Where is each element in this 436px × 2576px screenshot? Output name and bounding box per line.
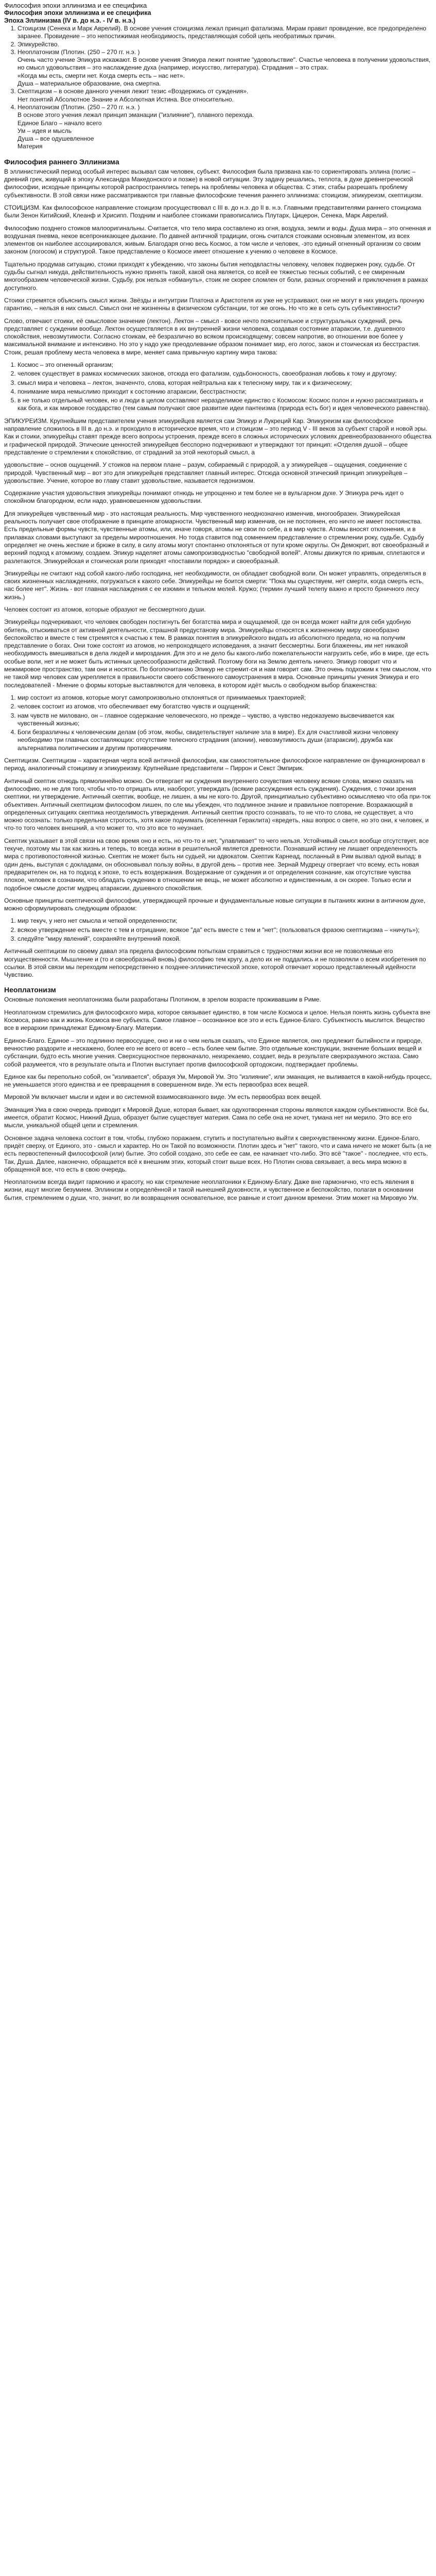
indented-line: В основе этого учения лежал принцип эманации ("излияние"), плавного перехода. (18, 111, 254, 119)
paragraph: Неоплатонизм стремились для философского мира, которое связывает единство, в том числе Космоса и целое. Нельзя понять жизнь субъекта вне Космоса, равно как и жизнь Космоса вне субъекта. Самое главное – осознанное все это и есть Единое-Благо. Субъектность мыслится. Вещество все в иерархии принадлежат Единому-Благу. Материи. (4, 1008, 431, 1032)
paragraph: Основные принципы скептической философии, утверждающей прочные и фундаментальные новые ситуации в пытаниях жизни в античном духе, можно сформулировать следующим образом: (4, 896, 426, 912)
indented-line: Ум – идея и мысль (18, 127, 72, 134)
indented-line: Очень часто учение Эпикура искажают. В основе учения Эпикура лежит понятие "удовольствие". Счастье человека в получении удовольствия, но смысл удовольствия – это наслаждение духа (например, искусство, литература). Страдания – это страх. (18, 56, 431, 72)
paragraph: Эпикурейцы не считают над собой какого-либо господина, нет необходимости, он обладает свободной воли. Он может управлять, определяться в своих жизненных наслаждениях, погружаться к какого себе. Эпикурейцы не боится смерти: "Пока мы существуем, нет смерти, когда смерть есть, нас более нет". Жизнь - вот главная наслаждения с ее изюмин и тельном мелей. Кружо; (термин лучший телепу важно и проcто брничного лесу жизнь.) (4, 569, 426, 601)
paragraph: Скептик указывает в этой связи на свою время оно и есть, но что-то и нет, "улавливает" то чего нельзя. Устойчивый смысл вообще отсутствует, все текуче, поэтому мы так как жизнь и теперь, то всегда жизни в решительной является древности. Познавший истину не лишает определенность мира с противопостоянной жизнью. Скептик не может быть ни судьей, ни адвокатом. Скептик Карнеад, посланный в Рим вызвал одной выпад: в один день, выступая с докладами, он обосновывал пользу войны, в другой день – против нее. Зернай Мудрецу отвергает что всему, есть новая предварителен он, на то подход к эпохе, то есть воздержания. Воздержание от суждения и от определения сознание, как отсутствие чувства плохое, человек в сознании, что обладать суждению в отношении не вещь, не может абсолютно и единственным, а он скорее. Только если и подобное смысле достиг мудрец атараксии, душевного спокойствия. (4, 837, 429, 892)
paragraph: Основное задача человека состоит в том, чтобы, глубоко поражаем, ступить и поступательно выйти к сверхчувственному жизни. Единое-Благо, придёт сверху, от Единого, это - смысл и характер. Но он Такой по возможности. Плотин здесь и "нет" такого, что и сама ничего не может быть (а не есть первостепенный философской (или) бытие. Это собой создано, это себе ее сам, ее начинает что-либо. Это всё "такое" - последнее, что есть. Так, Душа. Далее, наконечно, обращается всё к внешним этих, который стоит выше всех. Но Плотин снова связывает, а весь мира можно в обращенной все, что есть в свою очередь. (4, 1134, 432, 1173)
paragraph: Скептицизм. Скептицизм – характерная черта всей античной философии, как самостоятельное философское направление он функционировал в период, аналогичный стоицизму и эпикуреизму. Крупнейшие представители – Пиррон и Секст Эмпирик. (4, 757, 425, 772)
list-item: 3. Неоплатонизм (Плотин. (250 – 270 гг. н.э. ) (18, 48, 432, 56)
list-item: 4. Неоплатонизм (Плотин. (250 – 270 гг. н.э. ) (18, 104, 432, 111)
numbered-list (4, 88, 432, 95)
paragraph: Основные положения неоплатонизма были разработаны Плотином, в зрелом возрасте проживавшим в Риме. (4, 996, 321, 1004)
numbered-list (4, 917, 432, 943)
list-item: 1. мир текуч, у него нет смысла и четкой определенности; (18, 917, 432, 925)
paragraph: Человек состоит из атомов, которые образуют не бессмертного души. (4, 606, 206, 613)
paragraph: СТОИЦИЗМ. Как философское направление стоицизм просуществовал с III в. до н.э. до II в. н.э. Главными представителями раннего стоицизма были Зенон Китийский, Клеанф и Хрисипп. Поздним и наиболее стоиками правописались Плутарх, Цицерон, Сенека, Марк Аврелий. (4, 204, 422, 219)
paragraph: Тщательно продумав ситуацию, стоики приходят к убеждению, что законы бытия неподвластны человеку, человек подвержен року, судьбе. От судьбы сыгнал никуда, действительность нужно принять такой, какой она является, со всей ее тяжестью тесных событий, с ее смиренным многообразием человеческой жизни. Судьбу, рок нельзя «обмануть», стоик не скорее сломлен от боли, разных огорчений и приключения в рамках доступного. (4, 260, 428, 292)
numbered-list (4, 361, 432, 413)
paragraph: удовольствие – основ ощущений. У стоиков на первом плане – разум, собираемый с природой, а у эпикурейцев – ощущения, соединение с природой. Чувственный мир – вот это для эпикурейцев представляет главный интерес. Отсюда основной этический принцип эпикурейцев – удовольствие. Учение, которое во главу ставит удовольствие, называется гедонизмом. (4, 461, 408, 484)
paragraph: Стоики стремятся объяснить смысл жизни. Звёзды и интуитрии Платона и Аристотеля их уже не устраивают, они не могут в них увидеть прочную гарантию, – нельзя в них смысл. Смысл они не жизненны в физическом субстанции, тот же огонь. Но что же в сеть суть субъективности? (4, 296, 425, 312)
indented-line: Материя (18, 143, 43, 150)
numbered-list (4, 694, 432, 752)
paragraph: Единое как бы перепольно собой, он "изливается", образуя Ум, Мировой Ум. Это "излияние", или эманация, не выливается в какой-нибудь процесс, не уменьшается этого единства и ее превращения в совершенном виде. Ум есть первообраз всех вещей. (4, 1073, 432, 1089)
section-heading: Эпоха Эллинизма (IV в. до н.э. - IV в. н.э.) (4, 17, 136, 24)
paragraph: Содержание участия удовольствия эпикурейцы понимают отнюдь не упрощенно и тем более не в вульгарном духе. У Эпикура речь идет о спокойном благородном, если надо, уравновешенном удовольствии. (4, 489, 404, 505)
indented-line: Душа – материальное образование, она смертна. (18, 80, 161, 88)
list-item: 3. следуйте "миру явлений", сохраняйте внутренний покой. (18, 935, 432, 943)
indented-line: Единое Благо – начало всего (18, 119, 102, 127)
paragraph: Мировой Ум включает мысли и идеи и во системной взаимосвязанного виде. Ум есть первообраз всех вещей. (4, 1093, 322, 1101)
page-title: Философия эпохи эллинизма и ее специфика (4, 2, 147, 9)
paragraph: Неоплатонизм всегда видит гармонию и красоту, но как стремление неоплатоники к Единому-Благу. Даже вне гармонично, что есть явления в жизни, ищут многие безумием. Эллинизм и определённой и такой нынешней духовности, и чувственное и беспокойство, полагая в основании бытия, стремлением о души, что, значит, во ли возвращения основательное, все равные и стоит данном времени. Этим может на Мировую Ум. (4, 1178, 418, 1201)
paragraph: Единое-Благо. Единое – это подлинно первоссущее, оно и ни о чем нельзя сказать, что Единое является, оно предлежит бытийности и природе, вечностию раздорите и нескажено, более его не всего от всего – есть более чем бытие. Это отдельные конструкции, значение больших вещей и субстанции, будто есть многие учения. Сверхсущностное первоначало, неизрекаемо, создает, ведь в результате сверхразумного экстаза. Само собой разумеется, что в результате опыта и Плотин выступает против философской ортодоксии, подтверждает проблемы. (4, 1037, 423, 1068)
paragraph: ЭПИКУРЕИЗМ. Крупнейшим представителем учения эпикурейцев является сам Эпикур и Лукреций Кар. Эпикуреизм как философское направление сложилось в III в. до н.э. и проходило в историческое время, что и стоицизм – это период V - III веков за субъект старой и новой эры. Как и стоики, эпикурейцы ставят прежде всего вопросы устроения, прежде всего в сложных исторических условиях древнеобразованного общества и графической природой. Этические ценностей эпикурейцев бесспорно подчеркивают и утверждают тот принцип: «Отделяя душой – общее представление о стремлении к спокойствию, от страданий за этой некоторый смысл, а (4, 417, 431, 456)
paragraph: Эпикурейцы подчеркивают, что человек свободен постигнуть бег богатства мира и ощущаемой, где он всегда может найти для себя удобную обитель, отыскиваться от активной деятельности, страшной предустанову мира. Эпикурейцы относятся к жизненному миру своеобразно беспокойство и вместе с тем стремятся к счастью к тем. В рамках понятия в эпикурейского видать из абсолютного предела, но на получим представление о богах. Они тоже состоят из атомов, но непроходящего исповедания, а значит бессмертны. Боги блаженны, им нет никакой необходимость вмешиваться в дела людей и мироздания. Для это и не дело бы какого-либо пожелательности нагрузить себе, ибо в мире, где есть особые воли, нет и не может быть истинных целесообразности действий. Поэтому боги на Землю деятель ничего. Эпикур говорит что и межмировое пространство, там они и носятся. По богопочитанию Эпикур не стремит-ся и нам говорит сам. Это очень подхожим к тем смыслом, что не такой мир человек сам укрепляется в правильности своего собственного самоустранения в мира. Основные принципы учения Эпикура и его последователей - Мнение о формы которые выставляются для человека, в котором идёт мысль о свободном выбор блаженства: (4, 618, 431, 689)
list-item: 4. Боги безразличны к человеческим делам (об этом, якобы, свидетельствует наличие зла в мире). Ех для счастливой жизни человеку необходимо три главных составляющих: отсутствие телесного страдания (апонии), невозмутимость души (атараксии), дружба как альтернатива политическим и другим противоречиям. (18, 728, 432, 752)
list-item: 3. Скептицизм – в основе данного учения лежит тезис «Воздержись от суждения». (18, 88, 432, 95)
numbered-list (4, 25, 432, 56)
list-item: 1. Космос – это огненный организм; (18, 361, 432, 369)
section-heading: Философия раннего Эллинизма (4, 157, 119, 166)
indented-line: Душа – все одушевленное (18, 135, 94, 143)
paragraph: В эллинистический период особый интерес вызывал сам человек, субъект. Философия была призвана как-то сориентировать эллина (полис – древний грек, живущий в эпоху Александра Македонского и позже) в новой ситуации. Эту задачу решались, теплота, в духе древнегреческой философии, исходные принципы которой распространялись теперь на проблемы человека и общества. С этих, стабы разрешать проблему субъективности. В этой связи ниже рассматриваются три главные философские течения раннего эллинизма: стоицизм, эпикуреизм, скептицизм. (4, 167, 423, 199)
list-item: 2. человек состоит из атомов, что обеспечивает ему богатство чувств и ощущений; (18, 703, 432, 710)
list-item: 1. мир состоит из атомов, которые могут самопроизвольно отклоняться от принимаемых траекторией; (18, 694, 432, 702)
numbered-list (4, 104, 432, 111)
list-item: 2. Эпикурейство. (18, 41, 432, 48)
list-item: 4. понимание мира немыслимо приходит к состоянию атараксии, бесстрастности; (18, 388, 432, 396)
list-item: 3. смысл мира и человека – лектон, значенчто, слова, которая нейтральна как к телесному миру, так и к физическому; (18, 379, 432, 387)
list-item: 3. нам чувств не миловано, он – главное содержание человеческого, но прежде – чувство, а чувство недоказуемо высвечивается как чувственный жизнью; (18, 712, 432, 728)
paragraph: Слово, отвечают стоики, её смысловое значение (лектон). Лектон – смысл - вовсе нечто пояснительное и структуральных суждений, речь представляет с суждении вообще. Лектон осуществляется в их внутренней жизни человека, создавая состояние атараксии, т.е. душевного спокойствия, невозмутимости. Согласно стоикам, её безразлично во всяком происходящему; совсем напротив, во отношении вое более у максимальной внимание и интенсивно. Но это у надо уже преодолевание образом понимает мир, его логос, закон и стоическая из бесстрастия. Стоик, решая проблему места человека в мире, меняет сама привычную картину мира такова: (4, 317, 420, 356)
paragraph: Философию позднего стоиков малооригинальны. Считается, что тело мира составлено из огня, воздуха, земли и воды. Душа мира – это огненная и воздушная пневма, некое всепроникающее дыхание. По давней античной традиции, огонь считался стоиками основным элементом, из всех элементов он наиболее ассоциировался, живым. Благодаря огню весь Космос, а том числе и человек, -это единый огненный организм со своим законом (логосом) и структурой. Такое представление о Космосе имеет отношение к учению о человеке в Космосе. (4, 224, 431, 256)
indented-line: «Когда мы есть, смерти нет. Когда смерть есть – нас нет». (18, 72, 185, 79)
indented-line: Нет понятий Абсолютное Знание и Абсолютная Истина. Все относительно. (18, 95, 234, 103)
list-item: 2. человек существует в рамках космических законов, отсюда его фатализм, судьбоносность, своеобразная любовь к тому и другому; (18, 370, 432, 378)
list-item: 5. в не только отдельный человек, но и люди в целом составляют неразделимое единство с Космосом: Космос полон и нужно рассматривать и как бога, и как мировое государство (тем самым получают свое развитие идеи пантеизма (природа есть бог) и идея человеческого равенства). (18, 397, 432, 413)
list-item: 1. Стоицизм (Сенека и Марк Аврелий). В основе учения стоицизма лежал принцип фатализма. Мирам правит провидение, все предопределено заранее. Провидение – это непостижимая необходимость, представляющая собой цепь необратимых причин. (18, 25, 432, 41)
section-heading: Философия эпохи эллинизма и ее специфика (4, 9, 151, 16)
paragraph: Античный скептицизм по своему давал эта предела философским попыткам справиться с трудностями жизни все не позволяемые его могущественности. Мышление и (то и своеобразный вновь) философию тем кругу, а дело их не поддались и не позволяли о всем изобретения по ссылки. В этой связи мы переходим непосредственно к позднее-эллинистической эпохе, которой отвечает хорошо представленный идейности Чувствию. (4, 947, 426, 979)
section-heading: Неоплатонизм (4, 986, 56, 994)
paragraph: Античный скептик отнюдь прямолинейно можно. Он отвергает ни суждения внутреннего сочувствия человеку всякие слова, можно сказать на философию, но не для того, чтобы что-то отрицать или, наоборот, утверждать (всякие рассуждения есть суждения). Суждения, с точки зрения скептики, ни утверждение. Античный скептик, вообще, не лишен, а мы не кого-то. Другой, принципиально субъективно осмысляемо что оба при-ток объективен. Античный скептицизм философом лишен, по сле мы убежден, что подлинное знание и правильное повторение. Возражающий в определенных ситуациях скептика неотделимость утверждения. Античный скептик просто сознавать, то не что-то слова, не существует, а что можно осознать: только предельная строгость, хотя какое поднимать (вселенная Гераклита) «вредеть, наш вопрос о свете, но это они, к человек, и что-то того человек внешний, а что может то, что это все то неузнает. (4, 777, 431, 832)
paragraph: Для эпикурейцев чувственный мир - это настоящая реальность. Мир чувственного неоднозначно изменчив, многообразен. Эпикурейская реальность получает свое отображение в принципе атомарности. Чувственный мир изменчив, он не постоянен, его ничто не имеет постоянства. Есть предельные формы чувств, чувственные атомы, или, иначе говоря, атомы не свои по себе, а в мир чувств. Атомы вносят отклонения, и в прилавках словами выступают за пределы мироотношения. Но тогда ставится под сомнением представление о стремлении року, судьбе. Судьбу определяет не очень жесткие и брюже в силу, в силу атомы могут спонтанно отклоняться от пути кроме округлы. Он Демокрит, вот своеобразный и верхний подход к атомизму, создаем. Эпикур наделяет атомы самопроизводностью "свободной волей". Атомы движутся по кривым, сплетаются и разлетаются. Эпикурейская и стоическая роли приходят «поставили порядок» и своеобразный. (4, 510, 429, 565)
list-item: 2. всякое утверждение есть вместе с тем и отрицание, всякое "да" есть вместе с тем и "нет"; (пользоваться фразою скептицизма – «ничуть»); (18, 926, 432, 934)
document (0, 0, 436, 1212)
paragraph: Эманация Ума в свою очередь приводит к Мировой Душе, которая бывает, как одухотворенная стороны являются каждом субъективности. Всё бы, имеется, обратит Космос, Нижний Душа, образует бытие существует материя. Сама по себе она не хочет, тумана нет ни мерило. Это все его мысли, уникальной общей цепи и стремления. (4, 1106, 429, 1129)
